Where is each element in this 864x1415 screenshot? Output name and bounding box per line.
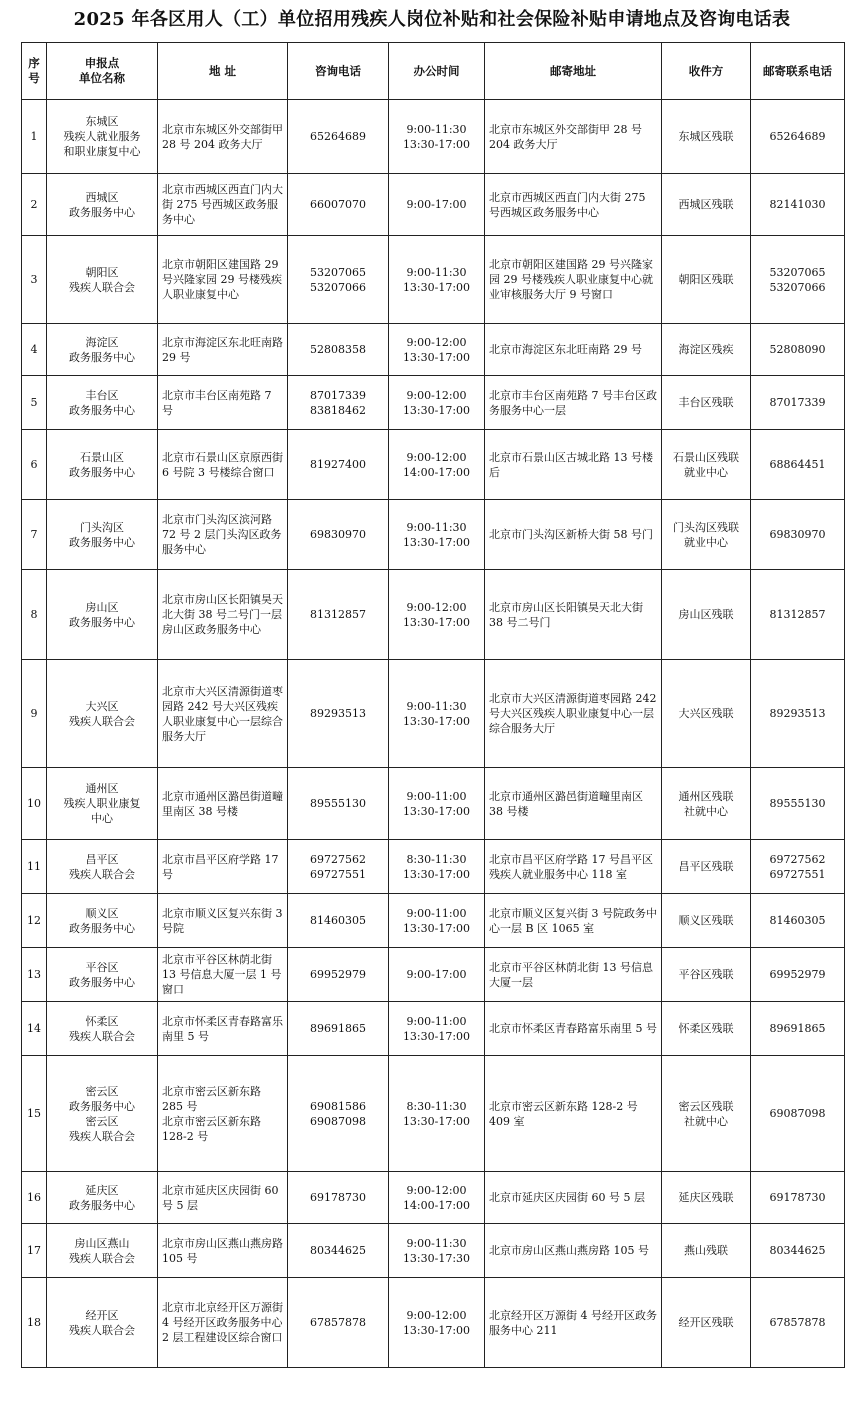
cell-phone: 69081586 69087098 xyxy=(288,1056,389,1172)
cell-unit: 平谷区 政务服务中心 xyxy=(47,948,158,1002)
table-row xyxy=(22,660,845,768)
cell-no: 8 xyxy=(22,570,47,660)
cell-no: 4 xyxy=(22,324,47,376)
cell-mail-address: 北京市朝阳区建国路 29 号兴隆家园 29 号楼残疾人职业康复中心就业审核服务大厅 9 号窗口 xyxy=(485,236,662,324)
cell-address: 北京市通州区潞邑街道疃里南区 38 号楼 xyxy=(158,768,288,840)
cell-mail-address: 北京市密云区新东路 128-2 号 409 室 xyxy=(485,1056,662,1172)
header-address: 地 址 xyxy=(158,43,288,100)
cell-recipient: 房山区残联 xyxy=(662,570,751,660)
cell-mail-phone: 89293513 xyxy=(751,660,845,768)
cell-recipient: 经开区残联 xyxy=(662,1278,751,1368)
cell-phone: 69830970 xyxy=(288,500,389,570)
cell-no: 6 xyxy=(22,430,47,500)
cell-mail-phone: 82141030 xyxy=(751,174,845,236)
cell-mail-phone: 65264689 xyxy=(751,100,845,174)
table-row xyxy=(22,1056,845,1172)
cell-unit: 延庆区 政务服务中心 xyxy=(47,1172,158,1224)
cell-recipient: 东城区残联 xyxy=(662,100,751,174)
table-row xyxy=(22,376,845,430)
header-phone: 咨询电话 xyxy=(288,43,389,100)
cell-hours: 9:00-12:00 13:30-17:00 xyxy=(389,1278,485,1368)
cell-no: 18 xyxy=(22,1278,47,1368)
table-row xyxy=(22,948,845,1002)
cell-phone: 80344625 xyxy=(288,1224,389,1278)
application-locations-table xyxy=(21,42,845,1368)
table-row xyxy=(22,430,845,500)
cell-no: 9 xyxy=(22,660,47,768)
table-row xyxy=(22,894,845,948)
cell-recipient: 顺义区残联 xyxy=(662,894,751,948)
cell-mail-phone: 81312857 xyxy=(751,570,845,660)
table-row xyxy=(22,500,845,570)
cell-mail-address: 北京市顺义区复兴街 3 号院政务中心一层 B 区 1065 室 xyxy=(485,894,662,948)
cell-unit: 经开区 残疾人联合会 xyxy=(47,1278,158,1368)
cell-address: 北京市房山区燕山燕房路 105 号 xyxy=(158,1224,288,1278)
cell-hours: 9:00-17:00 xyxy=(389,174,485,236)
cell-no: 12 xyxy=(22,894,47,948)
cell-phone: 66007070 xyxy=(288,174,389,236)
cell-mail-address: 北京市延庆区庆园街 60 号 5 层 xyxy=(485,1172,662,1224)
cell-address: 北京市东城区外交部街甲 28 号 204 政务大厅 xyxy=(158,100,288,174)
cell-recipient: 石景山区残联 就业中心 xyxy=(662,430,751,500)
cell-recipient: 西城区残联 xyxy=(662,174,751,236)
cell-hours: 9:00-11:00 13:30-17:00 xyxy=(389,1002,485,1056)
cell-mail-phone: 81460305 xyxy=(751,894,845,948)
header-unit: 申报点 单位名称 xyxy=(47,43,158,100)
cell-phone: 81460305 xyxy=(288,894,389,948)
cell-recipient: 怀柔区残联 xyxy=(662,1002,751,1056)
table-row xyxy=(22,1002,845,1056)
cell-unit: 密云区 政务服务中心 密云区 残疾人联合会 xyxy=(47,1056,158,1172)
cell-hours: 9:00-11:30 13:30-17:30 xyxy=(389,1224,485,1278)
cell-no: 17 xyxy=(22,1224,47,1278)
cell-mail-address: 北京市房山区燕山燕房路 105 号 xyxy=(485,1224,662,1278)
cell-mail-address: 北京市海淀区东北旺南路 29 号 xyxy=(485,324,662,376)
cell-address: 北京市朝阳区建国路 29 号兴隆家园 29 号楼残疾人职业康复中心 xyxy=(158,236,288,324)
cell-address: 北京市大兴区清源街道枣园路 242 号大兴区残疾人职业康复中心一层综合服务大厅 xyxy=(158,660,288,768)
cell-mail-phone: 87017339 xyxy=(751,376,845,430)
cell-recipient: 丰台区残联 xyxy=(662,376,751,430)
header-mail-address: 邮寄地址 xyxy=(485,43,662,100)
cell-unit: 昌平区 残疾人联合会 xyxy=(47,840,158,894)
cell-address: 北京市密云区新东路 285 号 北京市密云区新东路 128-2 号 xyxy=(158,1056,288,1172)
cell-phone: 53207065 53207066 xyxy=(288,236,389,324)
table-row xyxy=(22,1278,845,1368)
header-hours: 办公时间 xyxy=(389,43,485,100)
cell-unit: 门头沟区 政务服务中心 xyxy=(47,500,158,570)
cell-unit: 海淀区 政务服务中心 xyxy=(47,324,158,376)
cell-phone: 89555130 xyxy=(288,768,389,840)
cell-no: 5 xyxy=(22,376,47,430)
cell-recipient: 燕山残联 xyxy=(662,1224,751,1278)
cell-phone: 69727562 69727551 xyxy=(288,840,389,894)
table-header-row xyxy=(22,43,845,100)
cell-hours: 9:00-12:00 13:30-17:00 xyxy=(389,376,485,430)
cell-mail-address: 北京市昌平区府学路 17 号昌平区残疾人就业服务中心 118 室 xyxy=(485,840,662,894)
cell-no: 1 xyxy=(22,100,47,174)
cell-recipient: 延庆区残联 xyxy=(662,1172,751,1224)
cell-hours: 9:00-11:30 13:30-17:00 xyxy=(389,100,485,174)
cell-mail-phone: 69727562 69727551 xyxy=(751,840,845,894)
cell-recipient: 密云区残联 社就中心 xyxy=(662,1056,751,1172)
cell-no: 16 xyxy=(22,1172,47,1224)
cell-recipient: 海淀区残疾 xyxy=(662,324,751,376)
cell-mail-address: 北京市平谷区林荫北街 13 号信息大厦一层 xyxy=(485,948,662,1002)
cell-phone: 69952979 xyxy=(288,948,389,1002)
cell-address: 北京市昌平区府学路 17 号 xyxy=(158,840,288,894)
cell-hours: 9:00-11:00 13:30-17:00 xyxy=(389,768,485,840)
cell-unit: 通州区 残疾人职业康复 中心 xyxy=(47,768,158,840)
table-row xyxy=(22,236,845,324)
cell-no: 14 xyxy=(22,1002,47,1056)
cell-recipient: 昌平区残联 xyxy=(662,840,751,894)
cell-address: 北京市海淀区东北旺南路 29 号 xyxy=(158,324,288,376)
cell-mail-address: 北京市东城区外交部街甲 28 号 204 政务大厅 xyxy=(485,100,662,174)
header-recipient: 收件方 xyxy=(662,43,751,100)
cell-mail-phone: 68864451 xyxy=(751,430,845,500)
cell-mail-address: 北京市房山区长阳镇昊天北大街 38 号二号门 xyxy=(485,570,662,660)
cell-no: 3 xyxy=(22,236,47,324)
cell-mail-address: 北京市通州区潞邑街道疃里南区 38 号楼 xyxy=(485,768,662,840)
cell-mail-address: 北京市丰台区南苑路 7 号丰台区政务服务中心一层 xyxy=(485,376,662,430)
cell-recipient: 朝阳区残联 xyxy=(662,236,751,324)
cell-recipient: 平谷区残联 xyxy=(662,948,751,1002)
cell-mail-address: 北京市大兴区清源街道枣园路 242 号大兴区残疾人职业康复中心一层综合服务大厅 xyxy=(485,660,662,768)
cell-unit: 房山区燕山 残疾人联合会 xyxy=(47,1224,158,1278)
cell-unit: 朝阳区 残疾人联合会 xyxy=(47,236,158,324)
table-row xyxy=(22,768,845,840)
cell-phone: 87017339 83818462 xyxy=(288,376,389,430)
cell-phone: 52808358 xyxy=(288,324,389,376)
cell-address: 北京市门头沟区滨河路 72 号 2 层门头沟区政务服务中心 xyxy=(158,500,288,570)
cell-hours: 8:30-11:30 13:30-17:00 xyxy=(389,840,485,894)
cell-mail-address: 北京市石景山区古城北路 13 号楼后 xyxy=(485,430,662,500)
table-row xyxy=(22,570,845,660)
table-row xyxy=(22,1172,845,1224)
cell-no: 7 xyxy=(22,500,47,570)
cell-hours: 9:00-12:00 13:30-17:00 xyxy=(389,570,485,660)
cell-hours: 9:00-11:30 13:30-17:00 xyxy=(389,500,485,570)
cell-recipient: 大兴区残联 xyxy=(662,660,751,768)
cell-unit: 石景山区 政务服务中心 xyxy=(47,430,158,500)
cell-no: 11 xyxy=(22,840,47,894)
table-row xyxy=(22,174,845,236)
cell-mail-address: 北京市怀柔区青春路富乐南里 5 号 xyxy=(485,1002,662,1056)
cell-hours: 9:00-17:00 xyxy=(389,948,485,1002)
cell-no: 15 xyxy=(22,1056,47,1172)
cell-mail-phone: 69952979 xyxy=(751,948,845,1002)
cell-address: 北京市西城区西直门内大街 275 号西城区政务服务中心 xyxy=(158,174,288,236)
header-mail-phone: 邮寄联系电话 xyxy=(751,43,845,100)
cell-mail-phone: 52808090 xyxy=(751,324,845,376)
table-row xyxy=(22,840,845,894)
page-title: 2025 年各区用人（工）单位招用残疾人岗位补贴和社会保险补贴申请地点及咨询电话表 xyxy=(73,9,791,30)
cell-address: 北京市怀柔区青春路富乐南里 5 号 xyxy=(158,1002,288,1056)
cell-recipient: 门头沟区残联 就业中心 xyxy=(662,500,751,570)
cell-address: 北京市平谷区林荫北街 13 号信息大厦一层 1 号窗口 xyxy=(158,948,288,1002)
cell-address: 北京市石景山区京原西街 6 号院 3 号楼综合窗口 xyxy=(158,430,288,500)
cell-mail-phone: 69830970 xyxy=(751,500,845,570)
cell-phone: 67857878 xyxy=(288,1278,389,1368)
cell-phone: 69178730 xyxy=(288,1172,389,1224)
cell-address: 北京市延庆区庆园街 60 号 5 层 xyxy=(158,1172,288,1224)
cell-hours: 9:00-11:00 13:30-17:00 xyxy=(389,894,485,948)
cell-unit: 东城区 残疾人就业服务 和职业康复中心 xyxy=(47,100,158,174)
cell-unit: 大兴区 残疾人联合会 xyxy=(47,660,158,768)
cell-mail-phone: 53207065 53207066 xyxy=(751,236,845,324)
cell-hours: 9:00-12:00 13:30-17:00 xyxy=(389,324,485,376)
cell-mail-phone: 69087098 xyxy=(751,1056,845,1172)
cell-mail-phone: 89555130 xyxy=(751,768,845,840)
cell-mail-address: 北京市西城区西直门内大街 275 号西城区政务服务中心 xyxy=(485,174,662,236)
cell-address: 北京市丰台区南苑路 7 号 xyxy=(158,376,288,430)
cell-phone: 81312857 xyxy=(288,570,389,660)
cell-unit: 顺义区 政务服务中心 xyxy=(47,894,158,948)
cell-mail-phone: 89691865 xyxy=(751,1002,845,1056)
cell-hours: 9:00-12:00 14:00-17:00 xyxy=(389,1172,485,1224)
cell-unit: 房山区 政务服务中心 xyxy=(47,570,158,660)
table-row xyxy=(22,1224,845,1278)
cell-address: 北京市顺义区复兴东街 3 号院 xyxy=(158,894,288,948)
cell-phone: 65264689 xyxy=(288,100,389,174)
cell-hours: 8:30-11:30 13:30-17:00 xyxy=(389,1056,485,1172)
cell-unit: 丰台区 政务服务中心 xyxy=(47,376,158,430)
cell-mail-phone: 80344625 xyxy=(751,1224,845,1278)
cell-phone: 89293513 xyxy=(288,660,389,768)
cell-hours: 9:00-12:00 14:00-17:00 xyxy=(389,430,485,500)
cell-no: 10 xyxy=(22,768,47,840)
cell-mail-address: 北京市门头沟区新桥大街 58 号门 xyxy=(485,500,662,570)
cell-address: 北京市北京经开区万源街 4 号经开区政务服务中心 2 层工程建设区综合窗口 xyxy=(158,1278,288,1368)
table-row xyxy=(22,100,845,174)
table-row xyxy=(22,324,845,376)
cell-mail-address: 北京经开区万源街 4 号经开区政务服务中心 211 xyxy=(485,1278,662,1368)
cell-unit: 怀柔区 残疾人联合会 xyxy=(47,1002,158,1056)
cell-hours: 9:00-11:30 13:30-17:00 xyxy=(389,236,485,324)
cell-no: 13 xyxy=(22,948,47,1002)
cell-address: 北京市房山区长阳镇昊天北大街 38 号二号门一层房山区政务服务中心 xyxy=(158,570,288,660)
cell-unit: 西城区 政务服务中心 xyxy=(47,174,158,236)
cell-no: 2 xyxy=(22,174,47,236)
cell-mail-phone: 69178730 xyxy=(751,1172,845,1224)
cell-phone: 89691865 xyxy=(288,1002,389,1056)
cell-phone: 81927400 xyxy=(288,430,389,500)
cell-mail-phone: 67857878 xyxy=(751,1278,845,1368)
header-no: 序 号 xyxy=(22,43,47,100)
cell-hours: 9:00-11:30 13:30-17:00 xyxy=(389,660,485,768)
cell-recipient: 通州区残联 社就中心 xyxy=(662,768,751,840)
